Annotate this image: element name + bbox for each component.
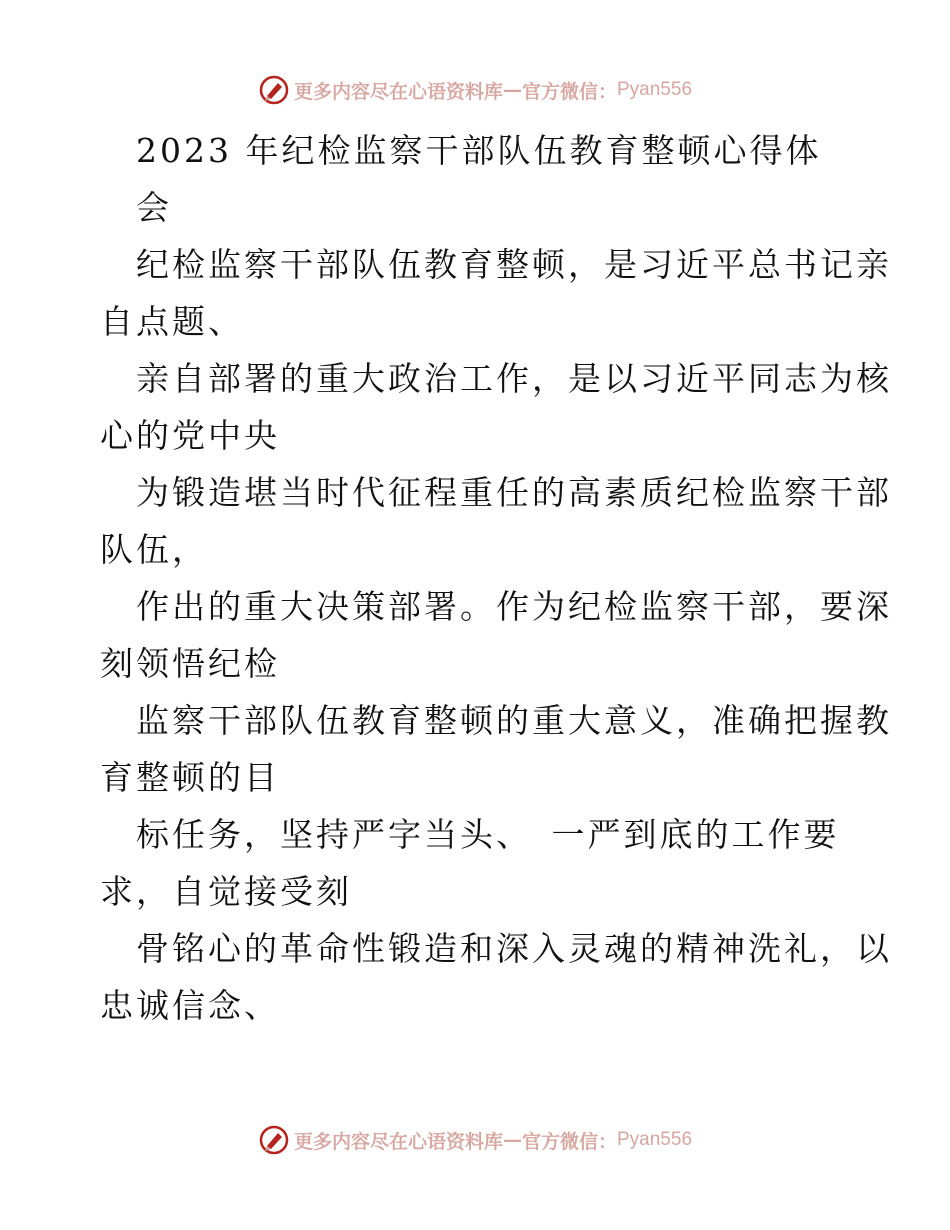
- body-line: 队伍，: [100, 530, 208, 569]
- header-wechat-id: Pyan556: [617, 79, 693, 100]
- header-watermark-text: 更多内容尽在心语资料库: [293, 80, 503, 103]
- header-watermark-dash: —: [502, 79, 522, 101]
- body-line: 监察干部队伍教育整顿的重大意义，准确把握教: [136, 701, 892, 740]
- body-line: 育整顿的目: [100, 758, 280, 797]
- header-wechat-label: 官方微信：: [521, 80, 617, 103]
- footer-watermark-dash: —: [502, 1129, 522, 1151]
- body-line: 自点题、: [100, 302, 244, 341]
- footer-wechat-label: 官方微信：: [521, 1130, 617, 1153]
- document-title-line-2: 会: [136, 188, 172, 227]
- footer-watermark-text: 更多内容尽在心语资料库: [293, 1130, 503, 1153]
- body-line: 求，自觉接受刻: [100, 872, 352, 911]
- pen-logo-icon: [258, 74, 290, 106]
- pen-logo-icon: [258, 1124, 290, 1156]
- document-body: [100, 122, 892, 1034]
- document-title-line-1: 2023 年纪检监察干部队伍教育整顿心得体: [136, 131, 822, 170]
- body-line: 标任务，坚持严字当头、 一严到底的工作要: [136, 815, 840, 854]
- body-line: 为锻造堪当时代征程重任的高素质纪检监察干部: [136, 473, 892, 512]
- footer-wechat-id: Pyan556: [617, 1129, 693, 1150]
- body-line: 忠诚信念、: [100, 986, 280, 1025]
- body-line: 骨铭心的革命性锻造和深入灵魂的精神洗礼，以: [136, 929, 892, 968]
- body-line: 作出的重大决策部署。作为纪检监察干部，要深: [136, 587, 892, 626]
- body-line: 心的党中央: [100, 416, 280, 455]
- body-line: 亲自部署的重大政治工作，是以习近平同志为核: [136, 359, 892, 398]
- body-line: 刻领悟纪检: [100, 644, 280, 683]
- footer-watermark: [0, 1120, 950, 1160]
- body-line: 纪检监察干部队伍教育整顿，是习近平总书记亲: [136, 245, 892, 284]
- header-watermark: [0, 70, 950, 110]
